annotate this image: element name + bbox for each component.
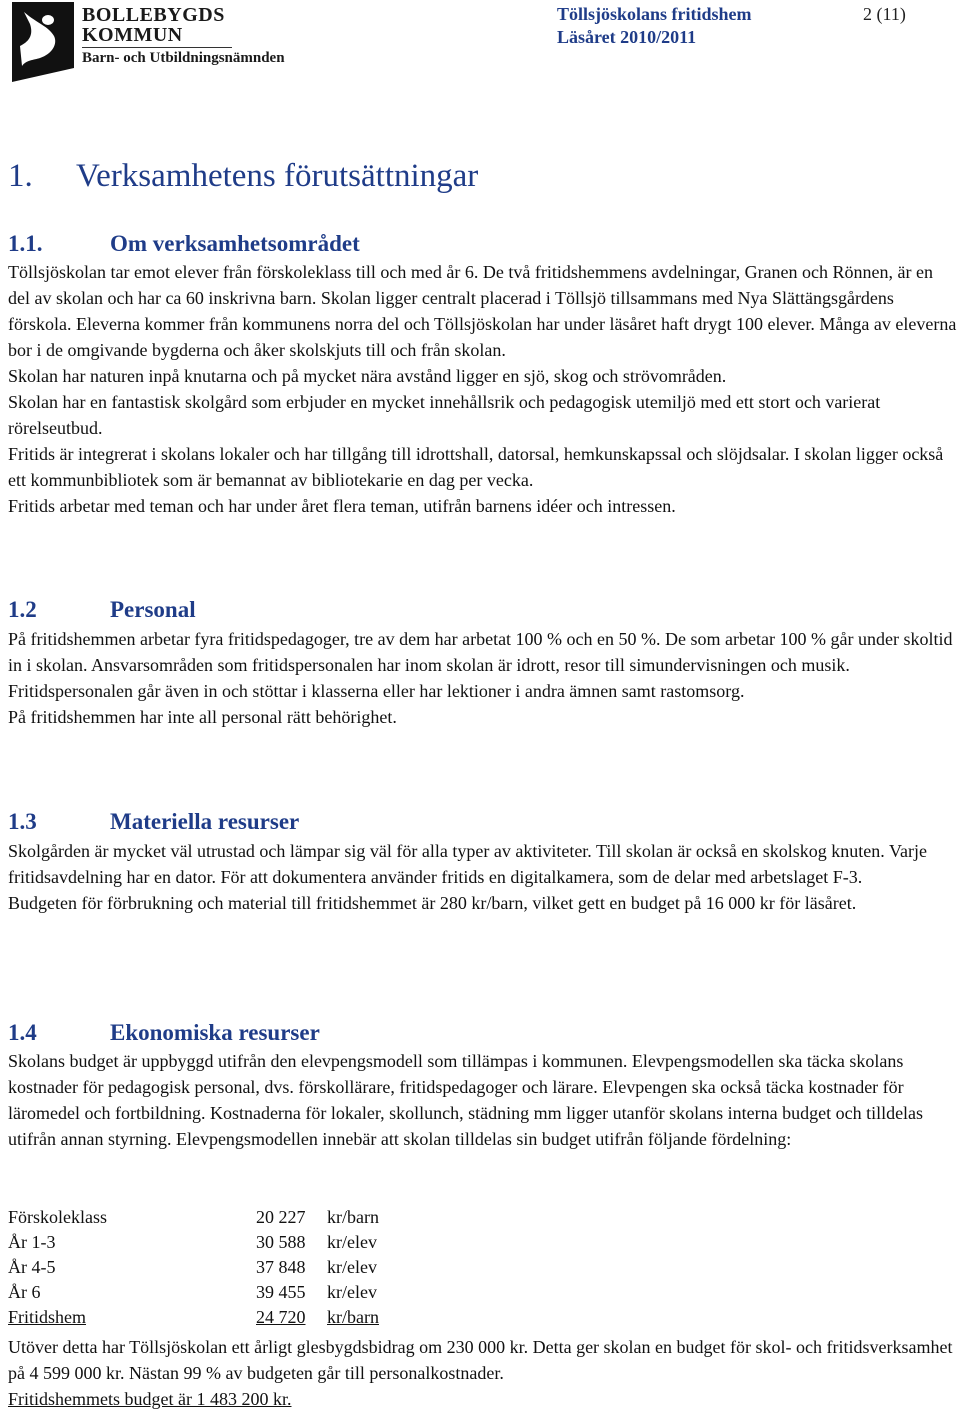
page-number: 2 (11) <box>863 4 906 24</box>
table-row <box>8 1305 508 1330</box>
document-title: Töllsjöskolans fritidshem <box>557 4 752 24</box>
table-row <box>8 1255 508 1280</box>
section-body <box>8 1048 958 1152</box>
section-number: 1.2 <box>8 597 37 622</box>
section-heading <box>8 231 360 257</box>
municipality-logo-icon <box>4 2 74 82</box>
paragraph: På fritidshemmen arbetar fyra fritidspedagoger, tre av dem har arbetat 100 % och en 50 %. De som arbetar 100 % går under skoltid in i skolan. Ansvarsområden som fritidspersonalen har inom skolan är idrott, resor till simundervisningen och musik. Fritidspersonalen går även in och stöttar i klasserna eller har lektioner i andra ämnen samt rastomsorg. <box>8 629 953 701</box>
row-unit: kr/elev <box>327 1232 377 1252</box>
row-label: År 1-3 <box>8 1232 56 1252</box>
section-heading <box>8 597 196 623</box>
section-heading <box>8 809 299 835</box>
section-heading <box>8 1020 320 1046</box>
section-body <box>8 259 958 519</box>
row-label: Fritidshem <box>8 1307 87 1327</box>
paragraph: Skolgården är mycket väl utrustad och lämpar sig väl för alla typer av aktiviteter. Till skolan är också en skolskog knuten. Varje fritidsavdelning har en dator. För att dokumentera använder fritids en digitalkamera, som de delar med arbetslaget F-3. <box>8 841 927 887</box>
row-unit: kr/barn <box>327 1207 379 1227</box>
section-number: 1.3 <box>8 809 37 834</box>
row-label: År 6 <box>8 1282 41 1302</box>
page-header <box>0 0 960 90</box>
row-unit: kr/barn <box>327 1307 379 1327</box>
chapter-heading <box>8 158 478 195</box>
section-title: Materiella resurser <box>110 809 300 834</box>
chapter-number: 1. <box>8 158 33 194</box>
table-row <box>8 1280 508 1305</box>
table-row <box>8 1205 508 1230</box>
section-title: Ekonomiska resurser <box>110 1020 320 1045</box>
section-number: 1.4 <box>8 1020 37 1045</box>
org-department: Barn- och Utbildningsnämnden <box>82 50 285 66</box>
budget-total: Fritidshemmets budget är 1 483 200 kr. <box>8 1389 292 1409</box>
section-title: Om verksamhetsområdet <box>110 231 360 256</box>
row-amount: 24 720 <box>256 1307 306 1327</box>
org-name-line1: BOLLEBYGDS <box>82 4 225 26</box>
row-amount: 30 588 <box>256 1232 306 1252</box>
budget-table <box>8 1205 508 1330</box>
document-year: Läsåret 2010/2011 <box>557 27 697 47</box>
row-unit: kr/elev <box>327 1257 377 1277</box>
row-amount: 20 227 <box>256 1207 306 1227</box>
paragraph: Fritids är integrerat i skolans lokaler och har tillgång till idrottshall, datorsal, hemkunskapssal och slöjdsalar. I skolan ligger också ett kommunbibliotek som är bemannat av bibliotekarie en dag per vecka. <box>8 444 944 490</box>
chapter-title: Verksamhetens förutsättningar <box>76 158 479 194</box>
row-label: År 4-5 <box>8 1257 56 1277</box>
org-divider <box>82 47 232 48</box>
paragraph: Fritids arbetar med teman och har under året flera teman, utifrån barnens idéer och intressen. <box>8 496 676 516</box>
section-title: Personal <box>110 597 196 622</box>
section-number: 1.1. <box>8 231 43 256</box>
row-label: Förskoleklass <box>8 1207 107 1227</box>
row-amount: 39 455 <box>256 1282 306 1302</box>
paragraph: Utöver detta har Töllsjöskolan ett årligt glesbygdsbidrag om 230 000 kr. Detta ger skolan en budget för skol- och fritidsverksamhet på 4 599 000 kr. Nästan 99 % av budgeten går till personalkostnader. <box>8 1337 953 1383</box>
paragraph: Skolans budget är uppbyggd utifrån den elevpengsmodell som tillämpas i kommunen. Elevpengsmodellen ska täcka skolans kostnader för pedagogisk personal, dvs. förskollärare, fritidspedagoger och lärare. Elevpengen ska också täcka kostnader för läromedel och fortbildning. Kostnaderna för lokaler, skollunch, städning mm ligger utanför skolans interna budget och tilldelas utifrån annan styrning. Elevpengsmodellen innebär att skolan tilldelas sin budget utifrån följande fördelning: <box>8 1051 924 1149</box>
row-amount: 37 848 <box>256 1257 306 1277</box>
section-body <box>8 626 958 730</box>
row-unit: kr/elev <box>327 1282 377 1302</box>
org-name-line2: KOMMUN <box>82 24 183 46</box>
table-row <box>8 1230 508 1255</box>
paragraph: Töllsjöskolan tar emot elever från förskoleklass till och med år 6. De två fritidshemmens avdelningar, Granen och Rönnen, är en del av skolan och har ca 60 inskrivna barn. Skolan ligger centralt placerad i Töllsjö tillsammans med Nya Slättängsgårdens förskola. Eleverna kommer från kommunens norra del och Töllsjöskolan har under läsåret haft drygt 100 elever. Många av eleverna bor i de omgivande bygderna och åker skolskjuts till och från skolan. <box>8 262 957 360</box>
paragraph: Budgeten för förbrukning och material till fritidshemmet är 280 kr/barn, vilket gett en budget på 16 000 kr för läsåret. <box>8 893 857 913</box>
paragraph: Skolan har naturen inpå knutarna och på mycket nära avstånd ligger en sjö, skog och strövområden. <box>8 366 727 386</box>
section-body <box>8 838 958 916</box>
closing-paragraph <box>8 1334 958 1412</box>
paragraph: På fritidshemmen har inte all personal rätt behörighet. <box>8 707 397 727</box>
paragraph: Skolan har en fantastisk skolgård som erbjuder en mycket innehållsrik och pedagogisk utemiljö med ett stort och varierat rörelseutbud. <box>8 392 881 438</box>
